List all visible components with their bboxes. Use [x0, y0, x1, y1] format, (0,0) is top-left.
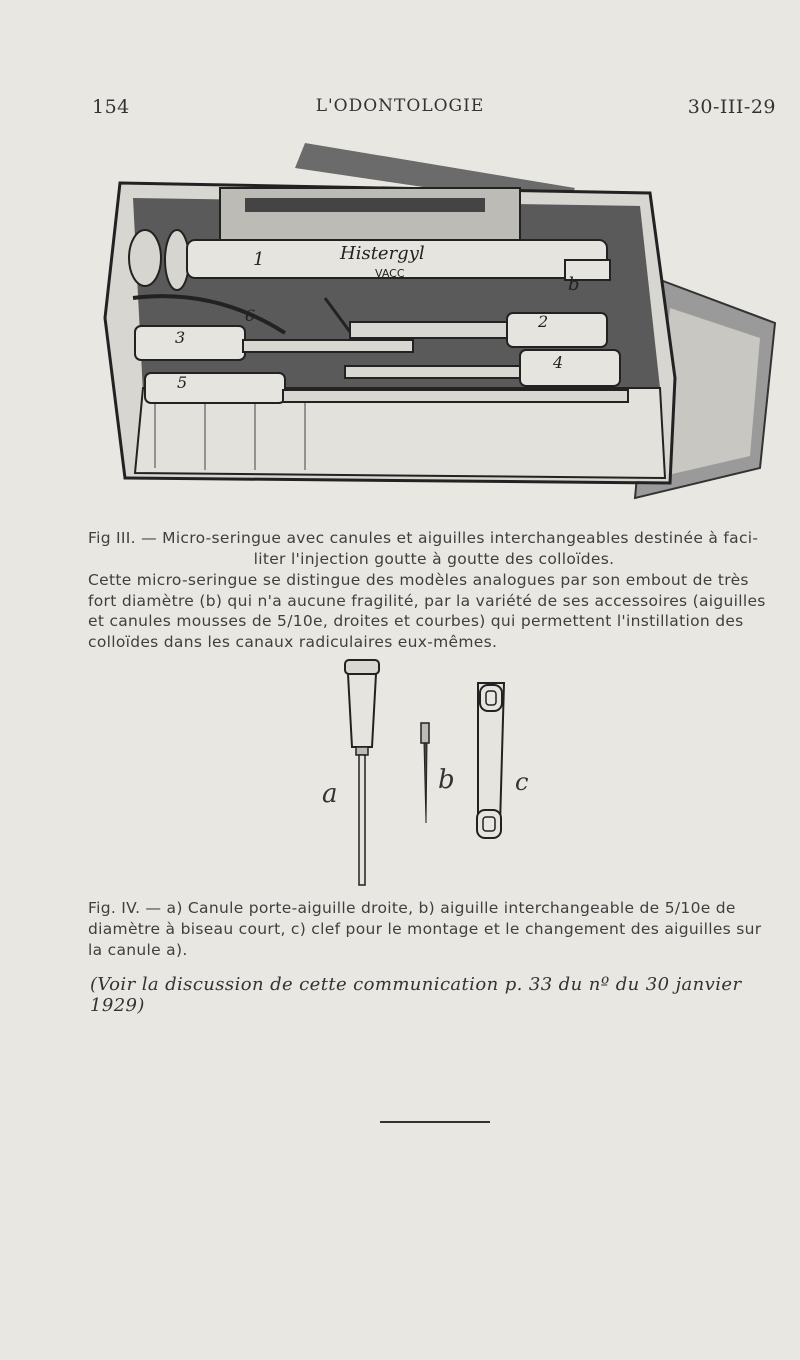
part-number-2: 2 — [538, 312, 549, 331]
running-header — [0, 96, 800, 126]
syringe-brand-label: Histergyl — [340, 243, 425, 264]
part-number-6: 6 — [245, 306, 256, 325]
syringe-rack — [220, 188, 520, 243]
discussion-reference-note: (Voir la discussion de cette communication p. 33 du nº du 30 janvier 1929) — [90, 974, 742, 1016]
figure-3-syringe-box-illustration — [95, 138, 785, 518]
rack-slot — [245, 198, 485, 212]
needle-b-drawing — [421, 723, 429, 823]
label-b: b — [438, 765, 455, 795]
issue-date: 30-III-29 — [687, 96, 776, 118]
cannula-a-drawing — [345, 660, 379, 885]
figure-4-caption: Fig. IV. — a) Canule porte-aiguille droite, b) aiguille interchangeable de 5/10e de diamètre à biseau court, c) clef pour le montage et le changement des aiguilles sur la canule a). — [88, 899, 762, 959]
part-number-4: 4 — [553, 353, 564, 372]
body-paragraph: Cette micro-seringue se distingue des modèles analogues par son embout de très fort diamètre (b) qui n'a aucune fragilité, par la variété de ses accessoires (aiguilles et canules mousses de 5/10e, droites et courbes) qui permettent l'instillation des colloïdes dans les canaux radiculaires eux-mêmes. — [88, 571, 766, 651]
key-c-drawing — [477, 683, 504, 838]
part-letter-b: b — [568, 274, 580, 295]
part-number-1: 1 — [253, 249, 265, 270]
part-number-5: 5 — [177, 373, 188, 392]
figure-3-caption-line-2: liter l'injection goutte à goutte des colloïdes. — [253, 550, 615, 568]
part-number-3: 3 — [175, 328, 186, 347]
label-a: a — [322, 779, 338, 809]
page-number: 154 — [92, 96, 130, 118]
figure-4-accessories-illustration — [300, 655, 580, 895]
journal-title: L'ODONTOLOGIE — [315, 96, 485, 116]
label-c: c — [515, 768, 529, 796]
syringe-sublabel: VACC — [375, 267, 405, 280]
section-divider — [380, 1121, 490, 1123]
figure-3-caption-line-1: Fig III. — Micro-seringue avec canules et aiguilles interchangeables destinée à faci- — [88, 529, 759, 547]
